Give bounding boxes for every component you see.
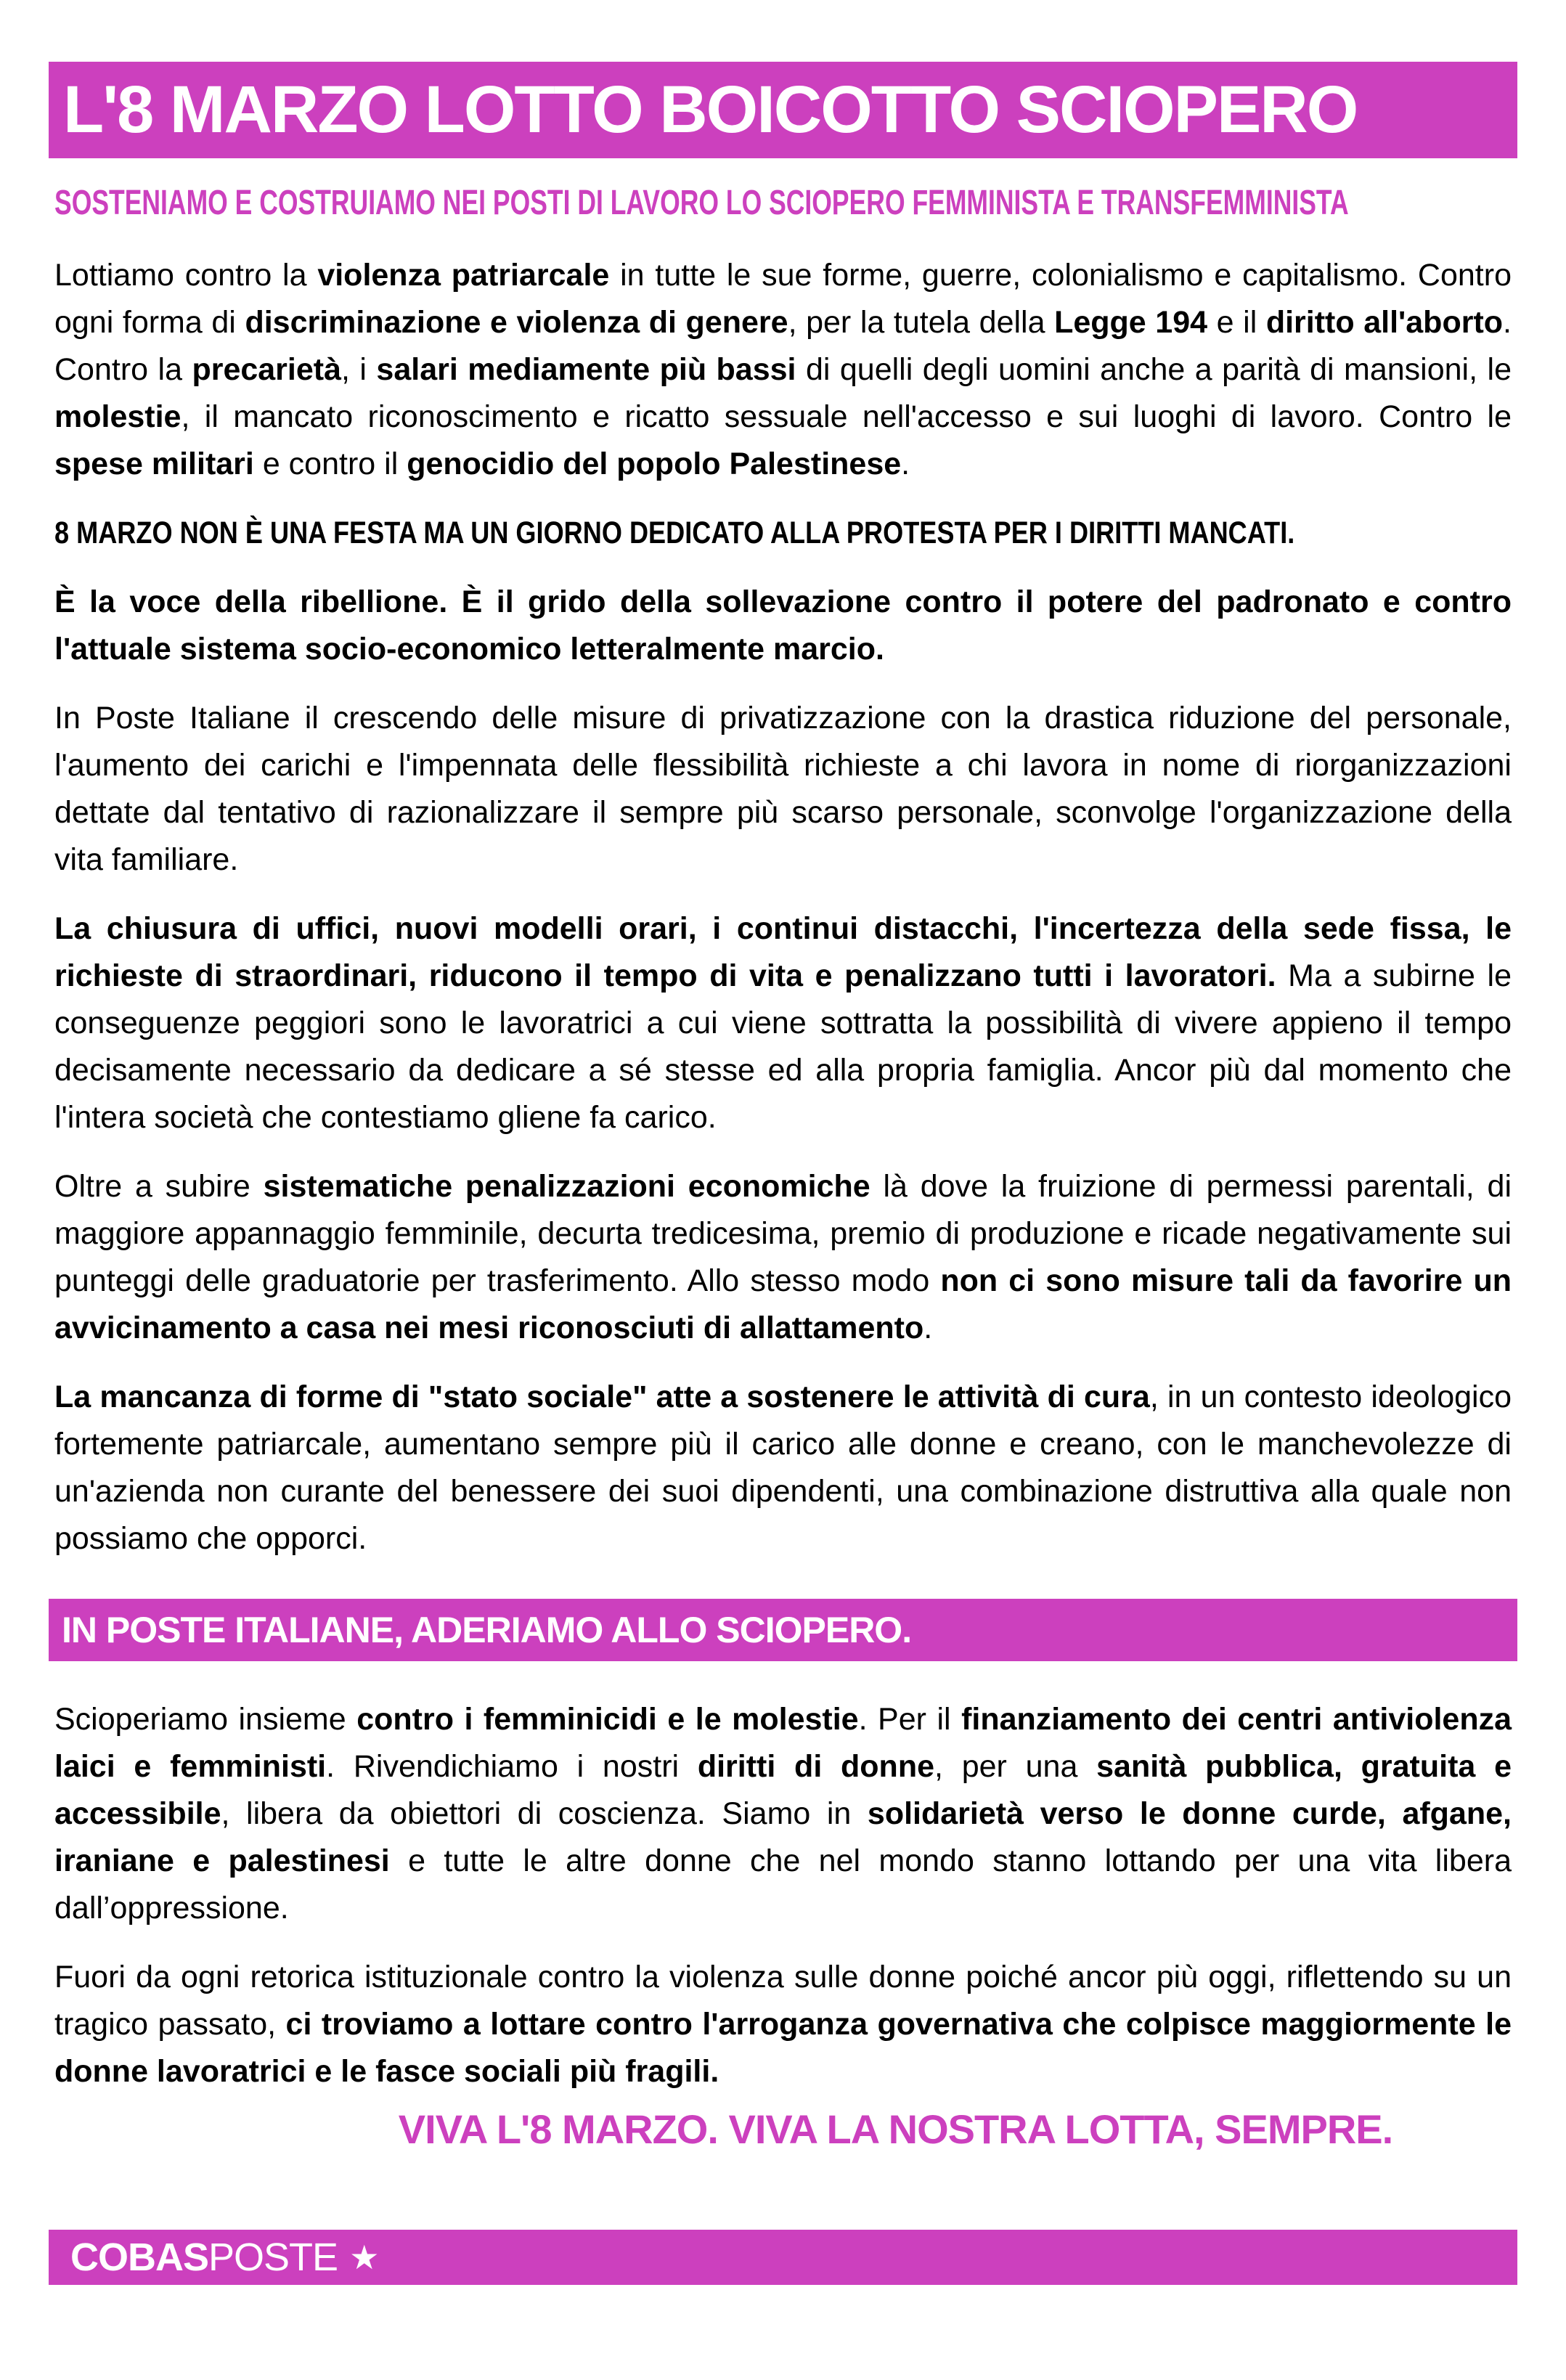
strike-section-heading: IN POSTE ITALIANE, ADERIAMO ALLO SCIOPERO. (62, 1610, 912, 1650)
bold-text-run: 8 MARZO NON È UNA FESTA MA UN GIORNO DEDICATO ALLA PROTESTA PER I DIRITTI MANCATI. (54, 515, 1295, 550)
text-run: . (923, 1311, 933, 1345)
text-run: , in un contesto ideologico fortemente patriarcale, aumentano sempre più il carico alle donne e creano, con le manchevolezze di un'azienda non curante del benessere dei suoi dipendenti, una combinazione distruttiva alla quale non possiamo che opporci. (54, 1379, 1512, 1556)
text-run: e tutte le altre donne che nel mondo stanno lottando per una vita libera dall’oppressione. (54, 1843, 1512, 1925)
text-run: e il (1207, 305, 1266, 340)
text-run: Fuori da ogni retorica istituzionale contro la violenza sulle donne poiché ancor più oggi, riflettendo su un tragico passato, (54, 1960, 1512, 2042)
text-run: là dove la fruizione di permessi parentali, di maggiore appannaggio femminile, decurta tredicesima, premio di produzione e ricade negativamente sui punteggi delle graduatorie per trasferimento. Allo stesso modo (54, 1169, 1512, 1298)
page-title: L'8 MARZO LOTTO BOICOTTO SCIOPERO (63, 73, 1358, 147)
paragraph (54, 905, 1512, 1141)
text-run: Oltre a subire (54, 1169, 264, 1204)
text-run: Lottiamo contro la (54, 258, 318, 293)
text-run: in tutte le sue forme, guerre, colonialismo e capitalismo. Contro ogni forma di (54, 258, 1512, 340)
bold-text-run: La mancanza di forme di "stato sociale" atte a sostenere le attività di cura (54, 1379, 1150, 1414)
bold-text-run: molestie (54, 399, 182, 434)
text-run: e contro il (253, 447, 407, 481)
bold-text-run: ci troviamo a lottare contro l'arroganza governativa che colpisce maggiormente le donne lavoratrici e le fasce sociali più fragili. (54, 2007, 1512, 2089)
brand-name-poste: POSTE (208, 2236, 338, 2279)
bold-text-run: discriminazione e violenza di genere (245, 305, 788, 340)
bold-text-run: salari mediamente più bassi (376, 352, 796, 387)
bold-text-run: violenza patriarcale (317, 258, 610, 293)
body-text-bottom (54, 1696, 1512, 2095)
body-text-top (54, 252, 1512, 1562)
bold-text-run: sistematiche penalizzazioni economiche (263, 1169, 870, 1204)
text-run: , i (341, 352, 377, 387)
footer-bar (49, 2230, 1517, 2285)
paragraph (54, 252, 1512, 488)
title-banner (49, 62, 1517, 158)
bold-text-run: diritto all'aborto (1265, 305, 1504, 340)
bold-text-run: Legge 194 (1054, 305, 1208, 340)
text-run: , libera da obiettori di coscienza. Siamo in (221, 1796, 868, 1831)
bold-text-run: La chiusura di uffici, nuovi modelli orari, i continui distacchi, l'incertezza della sede fissa, le richieste di straordinari, riducono il tempo di vita e penalizzano tutti i lavoratori. (54, 911, 1512, 993)
bold-text-run: spese militari (54, 447, 254, 481)
text-run: , per la tutela della (788, 305, 1055, 340)
bold-text-run: È la voce della ribellione. È il grido della sollevazione contro il potere del padronato e contro l'attuale sistema socio-economico letteralmente marcio. (54, 584, 1512, 667)
text-run: . Contro la (54, 305, 1512, 387)
bold-text-run: non ci sono misure tali da favorire un avvicinamento a casa nei mesi riconosciuti di allattamento (54, 1263, 1512, 1345)
text-run: Scioperiamo insieme (54, 1702, 357, 1737)
paragraph (54, 1163, 1512, 1352)
paragraph (54, 1696, 1512, 1932)
star-icon: ★ (349, 2238, 380, 2276)
text-run: , il mancato riconoscimento e ricatto sessuale nell'accesso e sui luoghi di lavoro. Contro le (181, 399, 1512, 434)
text-run: , per una (934, 1749, 1097, 1784)
bold-text-run: diritti di donne (697, 1749, 935, 1784)
text-run: In Poste Italiane il crescendo delle misure di privatizzazione con la drastica riduzione del personale, l'aumento dei carichi e l'impennata delle flessibilità richieste a chi lavora in nome di riorganizzazioni dettate dal tentativo di razionalizzare il sempre più scarso personale, sconvolge l'organizzazione della vita familiare. (54, 701, 1512, 877)
paragraph (54, 1954, 1512, 2095)
slogan-line: VIVA L'8 MARZO. VIVA LA NOSTRA LOTTA, SEMPRE. (398, 2106, 1393, 2152)
paragraph (54, 1374, 1512, 1562)
bold-text-run: contro i femminicidi e le molestie (356, 1702, 859, 1737)
text-run: . (901, 447, 910, 481)
text-run: . Per il (858, 1702, 962, 1737)
paragraph (54, 579, 1512, 673)
bold-text-run: solidarietà verso le donne curde, afgane, iraniane e palestinesi (54, 1796, 1512, 1878)
subtitle: SOSTENIAMO E COSTRUIAMO NEI POSTI DI LAVORO LO SCIOPERO FEMMINISTA E TRANSFEMMINISTA (54, 184, 1349, 222)
bold-text-run: finanziamento dei centri antiviolenza laici e femministi (54, 1702, 1512, 1784)
brand-name-cobas: COBAS (70, 2236, 209, 2279)
text-run: Ma a subirne le conseguenze peggiori sono le lavoratrici a cui viene sottratta la possibilità di vivere appieno il tempo decisamente necessario da dedicare a sé stesse ed alla propria famiglia. Ancor più dal momento che l'intera società che contestiamo gliene fa carico. (54, 958, 1512, 1135)
paragraph (54, 510, 1295, 557)
paragraph (54, 695, 1512, 884)
bold-text-run: genocidio del popolo Palestinese (407, 447, 902, 481)
strike-section-banner (49, 1599, 1517, 1661)
bold-text-run: sanità pubblica, gratuita e accessibile (54, 1749, 1512, 1831)
bold-text-run: precarietà (192, 352, 342, 387)
text-run: . Rivendichiamo i nostri (326, 1749, 698, 1784)
text-run: di quelli degli uomini anche a parità di mansioni, le (796, 352, 1512, 387)
